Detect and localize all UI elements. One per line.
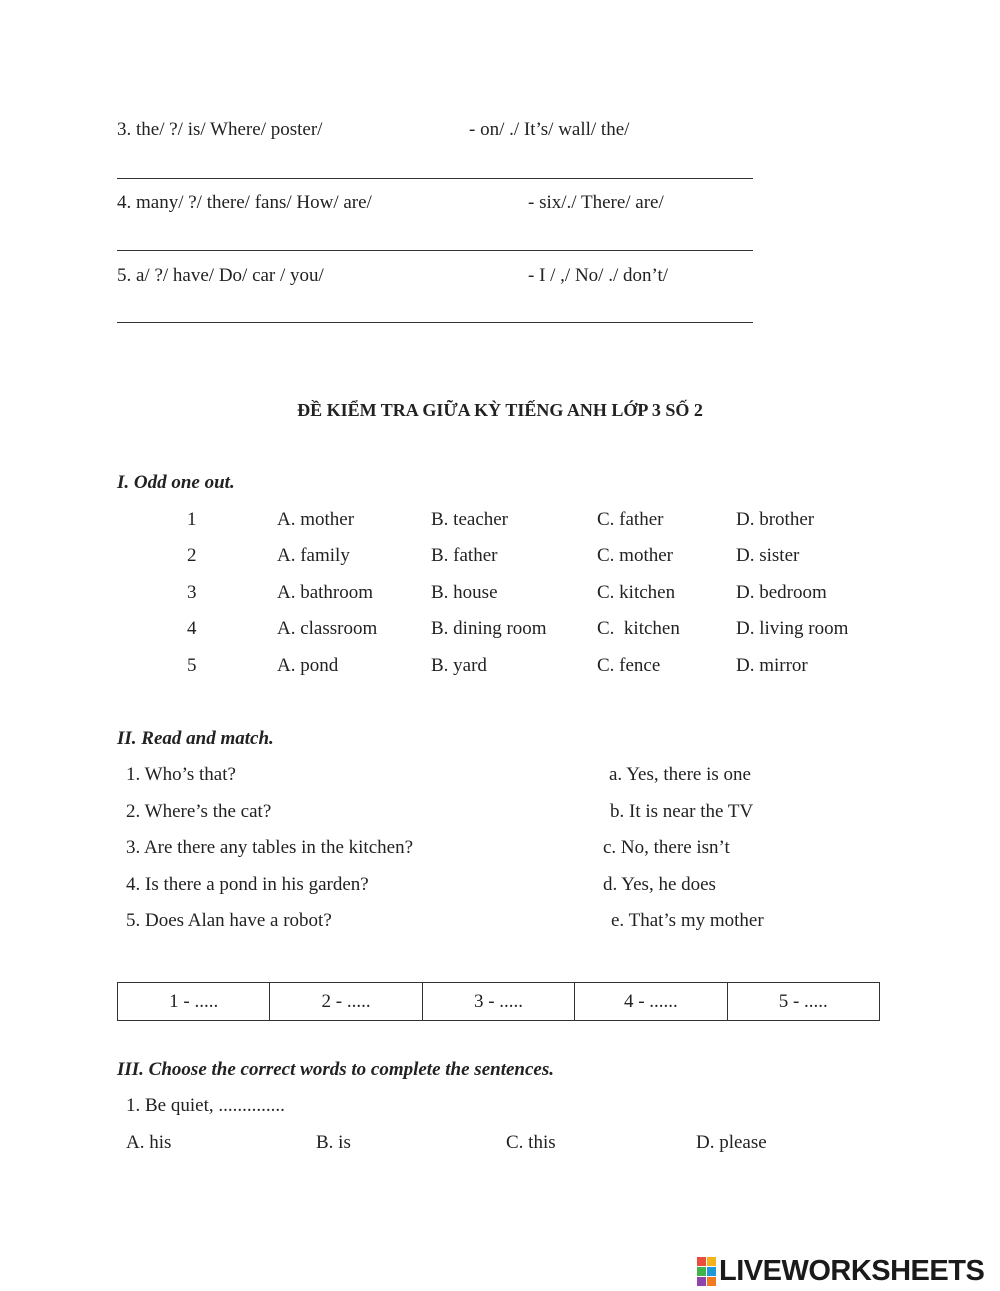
option-b: B. yard bbox=[431, 655, 487, 676]
reorder-question-4: 4. many/ ?/ there/ fans/ How/ are/ bbox=[117, 192, 372, 213]
answer-line bbox=[117, 322, 753, 323]
reorder-answer-3: - on/ ./ It’s/ wall/ the/ bbox=[469, 119, 630, 140]
option-c: C. kitchen bbox=[597, 582, 676, 603]
reorder-answer-5: - I / ,/ No/ ./ don’t/ bbox=[528, 265, 669, 286]
answer-box-1[interactable]: 1 - ..... bbox=[118, 983, 270, 1021]
option-b: B. father bbox=[431, 545, 498, 566]
option-a: A. family bbox=[277, 545, 350, 566]
choice-question: 1. Be quiet, .............. bbox=[126, 1095, 285, 1116]
reorder-answer-4: - six/./ There/ are/ bbox=[528, 192, 664, 213]
choice-option-c: C. this bbox=[506, 1132, 556, 1153]
match-question: 5. Does Alan have a robot? bbox=[126, 910, 332, 931]
logo-blocks-icon bbox=[697, 1257, 716, 1286]
option-d: D. mirror bbox=[736, 655, 808, 676]
match-question: 4. Is there a pond in his garden? bbox=[126, 874, 369, 895]
section-heading-odd-one-out: I. Odd one out. bbox=[117, 472, 235, 493]
section-heading-choose-words: III. Choose the correct words to complete the sentences. bbox=[117, 1059, 554, 1080]
answer-box-5[interactable]: 5 - ..... bbox=[727, 983, 879, 1021]
match-answer-table bbox=[117, 982, 880, 1021]
logo-text: LIVEWORKSHEETS bbox=[719, 1254, 985, 1287]
option-b: B. teacher bbox=[431, 509, 509, 530]
option-a: A. classroom bbox=[277, 618, 378, 639]
option-c: C. father bbox=[597, 509, 664, 530]
answer-box-4[interactable]: 4 - ...... bbox=[575, 983, 727, 1021]
reorder-question-5: 5. a/ ?/ have/ Do/ car / you/ bbox=[117, 265, 324, 286]
match-answer: a. Yes, there is one bbox=[609, 764, 751, 785]
match-answer: b. It is near the TV bbox=[610, 801, 754, 822]
option-c: C. mother bbox=[597, 545, 673, 566]
answer-line bbox=[117, 178, 753, 179]
option-d: D. sister bbox=[736, 545, 800, 566]
option-d: D. bedroom bbox=[736, 582, 827, 603]
option-b: B. house bbox=[431, 582, 498, 603]
item-number: 1 bbox=[187, 509, 197, 530]
answer-box-3[interactable]: 3 - ..... bbox=[422, 983, 574, 1021]
section-heading-read-and-match: II. Read and match. bbox=[117, 728, 274, 749]
item-number: 3 bbox=[187, 582, 197, 603]
match-question: 2. Where’s the cat? bbox=[126, 801, 272, 822]
option-a: A. pond bbox=[277, 655, 339, 676]
item-number: 4 bbox=[187, 618, 197, 639]
option-b: B. dining room bbox=[431, 618, 547, 639]
option-c: C. fence bbox=[597, 655, 661, 676]
answer-line bbox=[117, 250, 753, 251]
choice-option-b: B. is bbox=[316, 1132, 351, 1153]
option-a: A. mother bbox=[277, 509, 355, 530]
option-a: A. bathroom bbox=[277, 582, 374, 603]
liveworksheets-logo bbox=[697, 1255, 984, 1287]
choice-option-d: D. please bbox=[696, 1132, 767, 1153]
match-question: 1. Who’s that? bbox=[126, 764, 236, 785]
match-answer: d. Yes, he does bbox=[603, 874, 716, 895]
match-answer: c. No, there isn’t bbox=[603, 837, 730, 858]
match-question: 3. Are there any tables in the kitchen? bbox=[126, 837, 414, 858]
reorder-question-3: 3. the/ ?/ is/ Where/ poster/ bbox=[117, 119, 323, 140]
option-c: C. kitchen bbox=[597, 618, 680, 639]
match-answer: e. That’s my mother bbox=[611, 910, 764, 931]
test-title: ĐỀ KIỂM TRA GIỮA KỲ TIẾNG ANH LỚP 3 SỐ 2 bbox=[297, 400, 703, 420]
choice-option-a: A. his bbox=[126, 1132, 172, 1153]
item-number: 5 bbox=[187, 655, 197, 676]
answer-box-2[interactable]: 2 - ..... bbox=[270, 983, 422, 1021]
option-d: D. living room bbox=[736, 618, 849, 639]
item-number: 2 bbox=[187, 545, 197, 566]
option-d: D. brother bbox=[736, 509, 815, 530]
